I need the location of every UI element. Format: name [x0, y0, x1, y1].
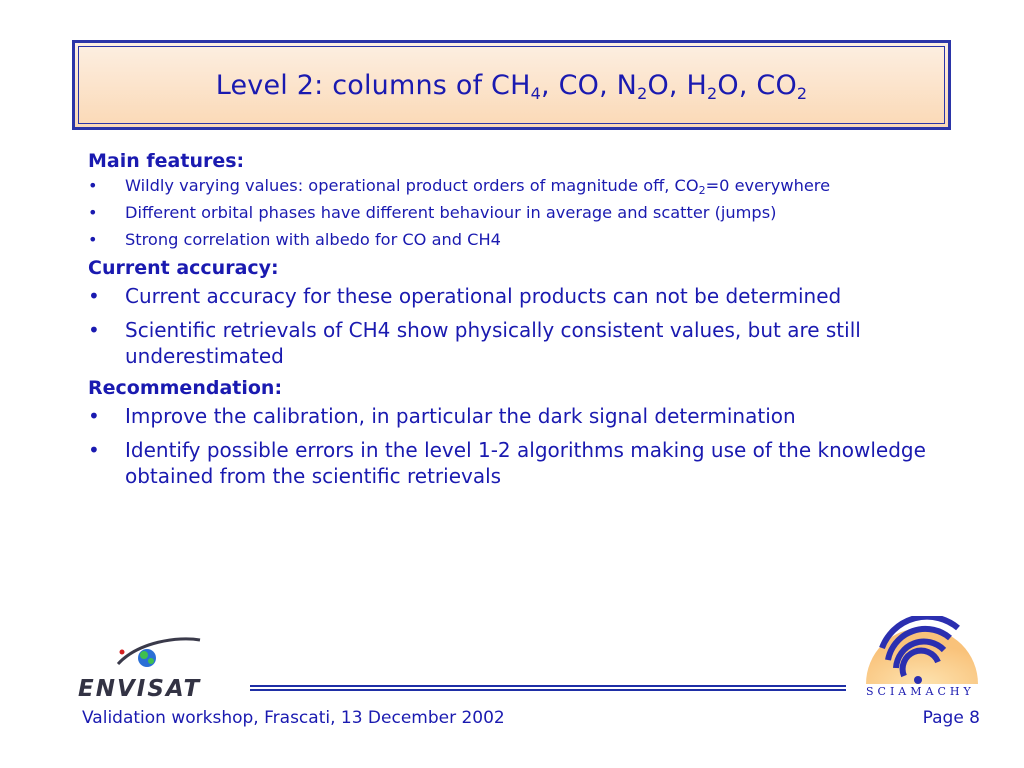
bullet-glyph: •	[88, 438, 100, 462]
list-item-text: Wildly varying values: operational product orders of magnitude off, CO	[125, 176, 699, 195]
current-accuracy-list	[88, 283, 958, 369]
section-heading-main-features: Main features:	[88, 150, 245, 172]
list-item-text: =0 everywhere	[705, 176, 831, 195]
list-item-text: Scientific retrievals of CH4 show physically consistent values, but are still underestimated	[125, 318, 861, 368]
envisat-logo	[78, 634, 248, 704]
list-item	[88, 176, 958, 196]
list-item	[88, 203, 958, 223]
list-item	[88, 437, 958, 489]
list-item-text: Improve the calibration, in particular the dark signal determination	[125, 404, 796, 428]
list-item-text: Strong correlation with albedo for CO and CH4	[125, 230, 501, 249]
list-item	[88, 283, 958, 309]
bullet-glyph: •	[88, 318, 100, 342]
page-number: Page 8	[922, 708, 980, 728]
title-text-3: O, H	[647, 69, 707, 101]
section-heading-current-accuracy: Current accuracy:	[88, 257, 279, 279]
bullet-glyph: •	[88, 284, 100, 308]
bullet-glyph: •	[88, 230, 98, 249]
slide-body	[88, 150, 958, 497]
bullet-glyph: •	[88, 203, 98, 222]
list-item	[88, 230, 958, 250]
slide-title	[216, 70, 808, 101]
list-item-text: Identify possible errors in the level 1-2 algorithms making use of the knowledge obtained from the scientific retrievals	[125, 438, 926, 488]
bullet-glyph: •	[88, 404, 100, 428]
main-features-list	[88, 176, 958, 250]
title-text-2: , CO, N	[541, 69, 638, 101]
section-heading-recommendation: Recommendation:	[88, 377, 283, 399]
list-item	[88, 317, 958, 369]
title-sub-1: 4	[530, 83, 542, 103]
list-item-text: Different orbital phases have different behaviour in average and scatter (jumps)	[125, 203, 777, 222]
sciamachy-logo-text: SCIAMACHY	[866, 685, 975, 698]
list-item	[88, 403, 958, 429]
envisat-logo-text: ENVISAT	[78, 676, 202, 702]
list-item-subscript: 2	[698, 184, 706, 197]
list-item-text: Current accuracy for these operational products can not be determined	[125, 284, 842, 308]
title-text-1: Level 2: columns of CH	[215, 69, 531, 101]
sciamachy-signal-icon	[858, 616, 986, 686]
title-sub-4: 2	[796, 83, 808, 103]
title-sub-2: 2	[637, 83, 648, 103]
footer-event: Validation workshop, Frascati, 13 December 2002	[82, 708, 505, 728]
title-banner	[72, 40, 951, 130]
bullet-glyph: •	[88, 176, 98, 195]
title-sub-3: 2	[706, 83, 718, 103]
footer-divider	[250, 685, 846, 695]
title-text-4: O, CO	[717, 69, 797, 101]
recommendation-list	[88, 403, 958, 489]
